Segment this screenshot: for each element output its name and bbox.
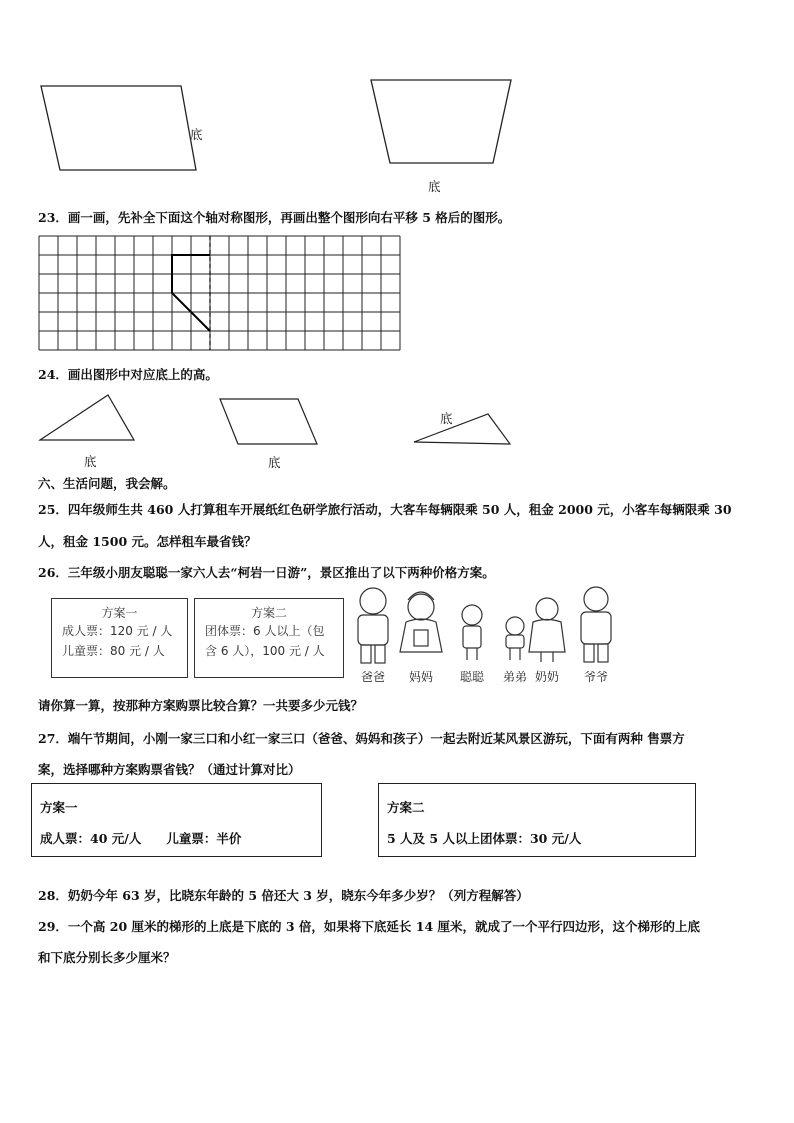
q26-plan-two-title: 方案二 — [250, 606, 287, 620]
question-25-line-2: 人，租金 1500 元。怎样租车最省钱？ — [38, 534, 257, 549]
question-27-line-2: 案，选择哪种方案购票省钱？（通过计算对比） — [38, 762, 301, 777]
triangle-2-base-label: 底 — [440, 411, 453, 426]
grandpa-figure — [581, 587, 611, 662]
question-26: 26．三年级小朋友聪聪一家六人去“柯岩一日游”，景区推出了以下两种价格方案。 — [38, 565, 495, 580]
question-29-line-2: 和下底分别长多少厘米？ — [38, 950, 176, 965]
q27-plan-one-title: 方案一 — [40, 800, 78, 815]
family-label-dad: 爸爸 — [360, 670, 385, 684]
question-25-line-1: 25．四年级师生共 460 人打算租车开展纸红色研学旅行活动，大客车每辆限乘 50 人，租金 2000 元，小客车每辆限乘 30 — [38, 502, 732, 517]
parallelogram-base-label: 底 — [190, 127, 203, 142]
family-label-grandma: 奶奶 — [534, 670, 559, 684]
dad-figure — [358, 588, 388, 663]
congcong-figure — [462, 605, 482, 660]
grandma-figure — [529, 598, 565, 662]
question-26-ask: 请你算一算，按那种方案购票比较合算？一共要多少元钱？ — [38, 698, 364, 713]
q26-plan-one-title: 方案一 — [101, 606, 138, 620]
family-label-congcong: 聪聪 — [459, 670, 484, 684]
q27-plan-one-detail: 成人票：40 元/人 儿童票：半价 — [40, 831, 242, 846]
family-label-grandpa: 爷爷 — [583, 670, 608, 684]
q27-plan-two-detail: 5 人及 5 人以上团体票：30 元/人 — [387, 831, 582, 846]
q27-plan-one-box — [31, 783, 322, 857]
triangle-1-base-label: 底 — [84, 454, 97, 469]
question-27-line-1: 27．端午节期间，小刚一家三口和小红一家三口（爸爸、妈妈和孩子）一起去附近某风景区游玩，下面有两种 售票方 — [38, 731, 685, 746]
family-label-brother: 弟弟 — [502, 670, 527, 684]
brother-figure — [506, 617, 524, 660]
question-24: 24．画出图形中对应底上的高。 — [38, 367, 218, 382]
section-6-title: 六、生活问题，我会解。 — [38, 476, 176, 491]
question-23: 23．画一画，先补全下面这个轴对称图形，再画出整个图形向右平移 5 格后的图形。 — [38, 210, 511, 225]
q27-plan-two-box — [378, 783, 696, 857]
family-label-mom: 妈妈 — [408, 670, 433, 684]
parallelogram-base-label-2: 底 — [268, 455, 281, 470]
q26-plan-two-line-1: 团体票：6 人以上（包 — [205, 624, 325, 638]
q26-plan-one-line-2: 儿童票：80 元 / 人 — [62, 644, 165, 658]
q26-plan-one-line-1: 成人票：120 元 / 人 — [62, 624, 173, 638]
q26-plan-two-line-2: 含 6 人），100 元 / 人 — [205, 644, 325, 658]
q27-plan-two-title: 方案二 — [387, 800, 425, 815]
question-28: 28．奶奶今年 63 岁，比晓东年龄的 5 倍还大 3 岁，晓东今年多少岁？（列方程解答） — [38, 888, 529, 903]
trapezoid-base-label: 底 — [428, 179, 441, 194]
question-29-line-1: 29．一个高 20 厘米的梯形的上底是下底的 3 倍，如果将下底延长 14 厘米，就成了一个平行四边形，这个梯形的上底 — [38, 919, 700, 934]
mom-figure — [400, 592, 442, 652]
